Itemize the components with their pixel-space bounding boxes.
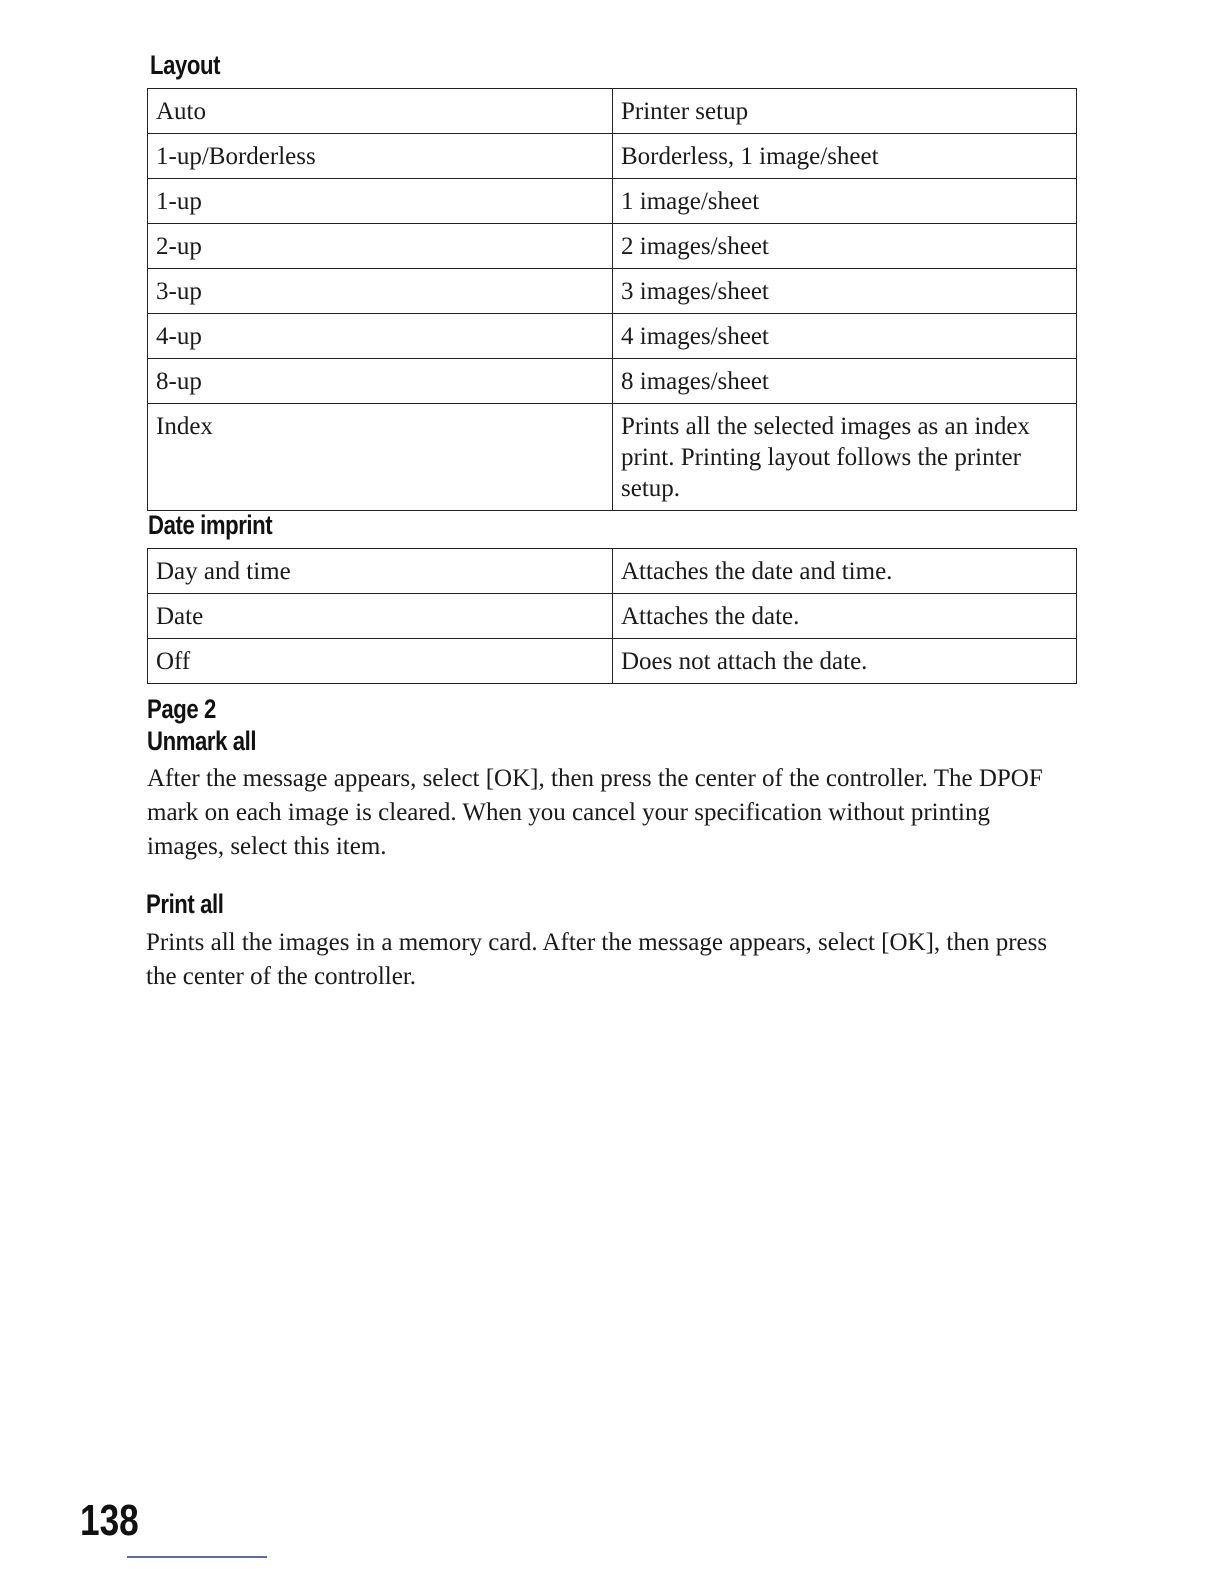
date-option-date: Date: [148, 594, 613, 639]
unmark-all-description: After the message appears, select [OK], then press the center of the controller. The DPOF mark on each image is cleared. When you cancel your specification without printing images, select this item.: [147, 765, 1043, 860]
table-row: [148, 404, 1077, 511]
page2-heading: Page 2: [147, 694, 216, 724]
table-row: [148, 594, 1077, 639]
layout-option-1up: 1-up: [148, 179, 613, 224]
layout-option-index: Index: [148, 404, 613, 511]
print-all-description: Prints all the images in a memory card. After the message appears, select [OK], then press the center of the controller.: [146, 929, 1048, 990]
page-number: 138: [80, 1496, 139, 1545]
layout-option-2up: 2-up: [148, 224, 613, 269]
layout-description-8up: 8 images/sheet: [613, 359, 1077, 404]
layout-description-2up: 2 images/sheet: [613, 224, 1077, 269]
date-description-off: Does not attach the date.: [613, 639, 1077, 684]
table-row: [148, 549, 1077, 594]
layout-option-1up-borderless: 1-up/Borderless: [148, 134, 613, 179]
layout-description-1up-borderless: Borderless, 1 image/sheet: [613, 134, 1077, 179]
layout-option-8up: 8-up: [148, 359, 613, 404]
table-row: [148, 134, 1077, 179]
table-row: [148, 89, 1077, 134]
table-row: [148, 269, 1077, 314]
date-option-off: Off: [148, 639, 613, 684]
table-row: [148, 639, 1077, 684]
date-imprint-table: [147, 548, 1077, 684]
table-row: [148, 359, 1077, 404]
layout-option-4up: 4-up: [148, 314, 613, 359]
print-all-heading: Print all: [146, 889, 224, 919]
date-description-day-and-time: Attaches the date and time.: [613, 549, 1077, 594]
table-row: [148, 179, 1077, 224]
layout-description-3up: 3 images/sheet: [613, 269, 1077, 314]
layout-description-1up: 1 image/sheet: [613, 179, 1077, 224]
date-description-date: Attaches the date.: [613, 594, 1077, 639]
date-option-day-and-time: Day and time: [148, 549, 613, 594]
layout-description-4up: 4 images/sheet: [613, 314, 1077, 359]
layout-heading: Layout: [150, 50, 221, 80]
layout-option-3up: 3-up: [148, 269, 613, 314]
unmark-all-heading: Unmark all: [147, 726, 257, 756]
table-row: [148, 314, 1077, 359]
layout-option-auto: Auto: [148, 89, 613, 134]
layout-table: [147, 88, 1077, 511]
layout-description-index: Prints all the selected images as an index print. Printing layout follows the printer setup.: [613, 404, 1077, 511]
layout-description-auto: Printer setup: [613, 89, 1077, 134]
date-imprint-heading: Date imprint: [148, 510, 273, 540]
table-row: [148, 224, 1077, 269]
footer-divider: [127, 1556, 267, 1558]
